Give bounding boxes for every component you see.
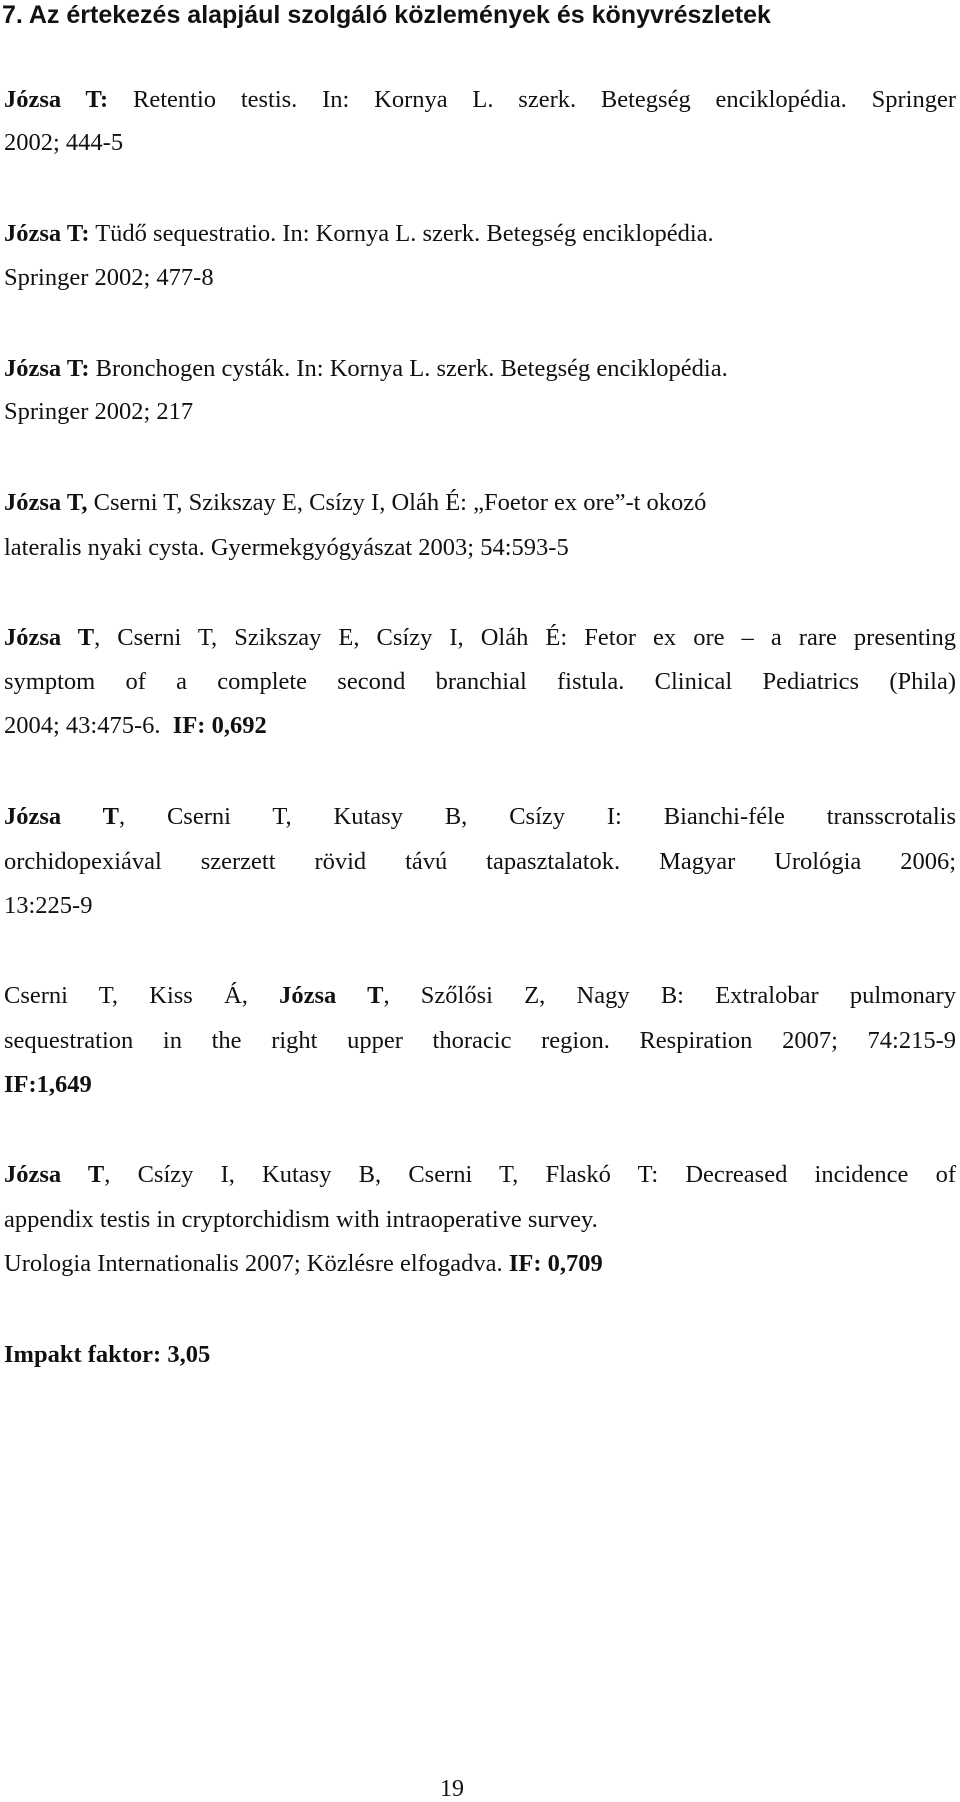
impact-factor: IF: 0,709	[508, 1250, 603, 1277]
author-bold: Józsa T	[4, 624, 95, 651]
author-bold: Józsa T	[4, 1161, 105, 1188]
reference-text: , Csízy I, Kutasy B, Cserni T, Flaskó T: Decreased incidence of	[104, 1161, 956, 1188]
impact-factor: IF:1,649	[4, 1071, 92, 1098]
reference-1-line-1	[4, 85, 956, 115]
reference-text: , Szőlősi Z, Nagy B: Extralobar pulmonary	[383, 982, 956, 1009]
reference-text: Tüdő sequestratio. In: Kornya L. szerk. Betegség enciklopédia.	[89, 220, 714, 247]
reference-5-line-2: symptom of a complete second branchial fistula. Clinical Pediatrics (Phila)	[4, 668, 956, 695]
reference-4-line-2: lateralis nyaki cysta. Gyermekgyógyászat 2003; 54:593-5	[4, 534, 569, 561]
section-heading: 7. Az értekezés alapjául szolgáló közlemények és könyvrészletek	[2, 1, 771, 29]
reference-4-line-1	[4, 488, 956, 518]
reference-6-line-2: orchidopexiával szerzett rövid távú tapasztalatok. Magyar Urológia 2006;	[4, 848, 956, 875]
reference-8-line-2: appendix testis in cryptorchidism with intraoperative survey.	[4, 1206, 598, 1233]
reference-text: Cserni T, Kiss Á,	[4, 982, 280, 1009]
reference-7-line-1	[4, 981, 956, 1011]
reference-8-line-1	[4, 1160, 956, 1190]
author-bold: Józsa T:	[4, 86, 109, 113]
reference-text: , Cserni T, Kutasy B, Csízy I: Bianchi-féle transscrotalis	[118, 803, 956, 830]
reference-text: Cserni T, Szikszay E, Csízy I, Oláh É: „Foetor ex ore”-t okozó	[87, 489, 707, 516]
reference-text: Bronchogen cysták. In: Kornya L. szerk. Betegség enciklopédia.	[89, 355, 728, 382]
impact-factor-total-text: Impakt faktor: 3,05	[4, 1341, 211, 1368]
reference-6-line-1	[4, 802, 956, 832]
reference-3-line-1	[4, 354, 956, 384]
page-number: 19	[440, 1776, 464, 1802]
author-bold: Józsa T	[4, 803, 119, 830]
reference-2-line-2: Springer 2002; 477-8	[4, 264, 214, 291]
reference-text: Retentio testis. In: Kornya L. szerk. Betegség enciklopédia. Springer	[108, 86, 956, 113]
reference-5-line-3	[4, 711, 956, 741]
author-bold: Józsa T:	[4, 220, 90, 247]
impact-factor-total	[4, 1340, 956, 1370]
author-bold: Józsa T	[279, 982, 384, 1009]
reference-7-line-2: sequestration in the right upper thoracic region. Respiration 2007; 74:215-9	[4, 1027, 956, 1054]
reference-3-line-2: Springer 2002; 217	[4, 398, 194, 425]
reference-6-line-3: 13:225-9	[4, 892, 93, 919]
impact-factor: IF: 0,692	[172, 712, 267, 739]
author-bold: Józsa T:	[4, 355, 90, 382]
reference-text: 2004; 43:475-6.	[4, 712, 161, 739]
reference-7-line-3	[4, 1070, 956, 1100]
reference-2-line-1	[4, 219, 956, 249]
reference-text: , Cserni T, Szikszay E, Csízy I, Oláh É: Fetor ex ore – a rare presenting	[94, 624, 956, 651]
author-bold: Józsa T,	[4, 489, 88, 516]
reference-text: Urologia Internationalis 2007; Közlésre elfogadva.	[4, 1250, 503, 1277]
reference-1-line-2: 2002; 444-5	[4, 129, 124, 156]
reference-5-line-1	[4, 623, 956, 653]
reference-8-line-3	[4, 1249, 956, 1279]
